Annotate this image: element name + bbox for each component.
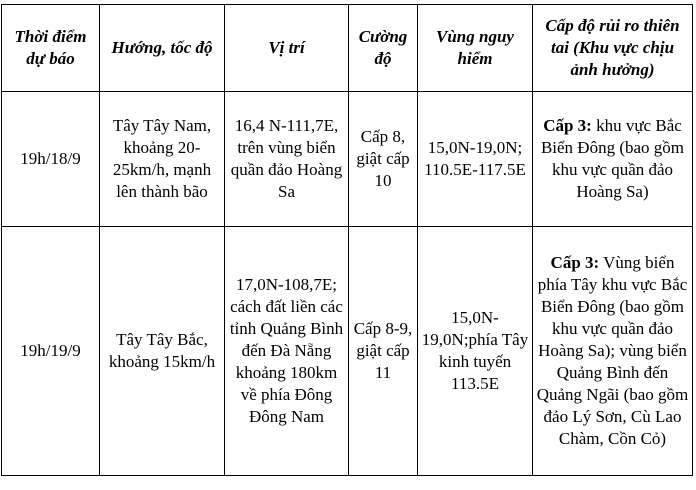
cell-risk [533,227,693,476]
risk-area-text: khu vực Bắc Biển Đông (bao gồm khu vực quần đảo Hoàng Sa) [540,116,685,201]
header-direction-speed: Hướng, tốc độ [100,5,225,92]
table-header-row [2,5,693,92]
header-danger-zone: Vùng nguy hiểm [418,5,533,92]
cell-time: 19h/18/9 [2,92,100,227]
table-row [2,227,693,476]
risk-level-label: Cấp 3: [550,253,600,272]
cell-danger-zone: 15,0N-19,0N;phía Tây kinh tuyến 113.5E [418,227,533,476]
cell-direction: Tây Tây Bắc, khoảng 15km/h [100,227,225,476]
risk-area-text: Vùng biển phía Tây khu vực Bắc Biển Đông (bao gồm khu vực quần đảo Hoàng Sa); vùng biển Quảng Bình đến Quảng Ngãi (bao gồm đảo Lý Sơn, Cù Lao Chàm, Cồn Cỏ) [536,253,689,448]
cell-position: 17,0N-108,7E; cách đất liền các tỉnh Quảng Bình đến Đà Nẵng khoảng 180km về phía Đông Đông Nam [225,227,349,476]
header-intensity: Cường độ [349,5,418,92]
storm-forecast-table [1,4,693,476]
cell-danger-zone: 15,0N-19,0N; 110.5E-117.5E [418,92,533,227]
risk-level-label: Cấp 3: [543,116,592,135]
header-forecast-time: Thời điểm dự báo [2,5,100,92]
header-position: Vị trí [225,5,349,92]
header-risk-level: Cấp độ rủi ro thiên tai (Khu vực chịu ảnh hưởng) [533,5,693,92]
cell-direction: Tây Tây Nam, khoảng 20-25km/h, mạnh lên thành bão [100,92,225,227]
cell-intensity: Cấp 8, giật cấp 10 [349,92,418,227]
cell-position: 16,4 N-111,7E, trên vùng biển quần đảo Hoàng Sa [225,92,349,227]
cell-intensity: Cấp 8-9, giật cấp 11 [349,227,418,476]
cell-risk [533,92,693,227]
table-row [2,92,693,227]
cell-time: 19h/19/9 [2,227,100,476]
